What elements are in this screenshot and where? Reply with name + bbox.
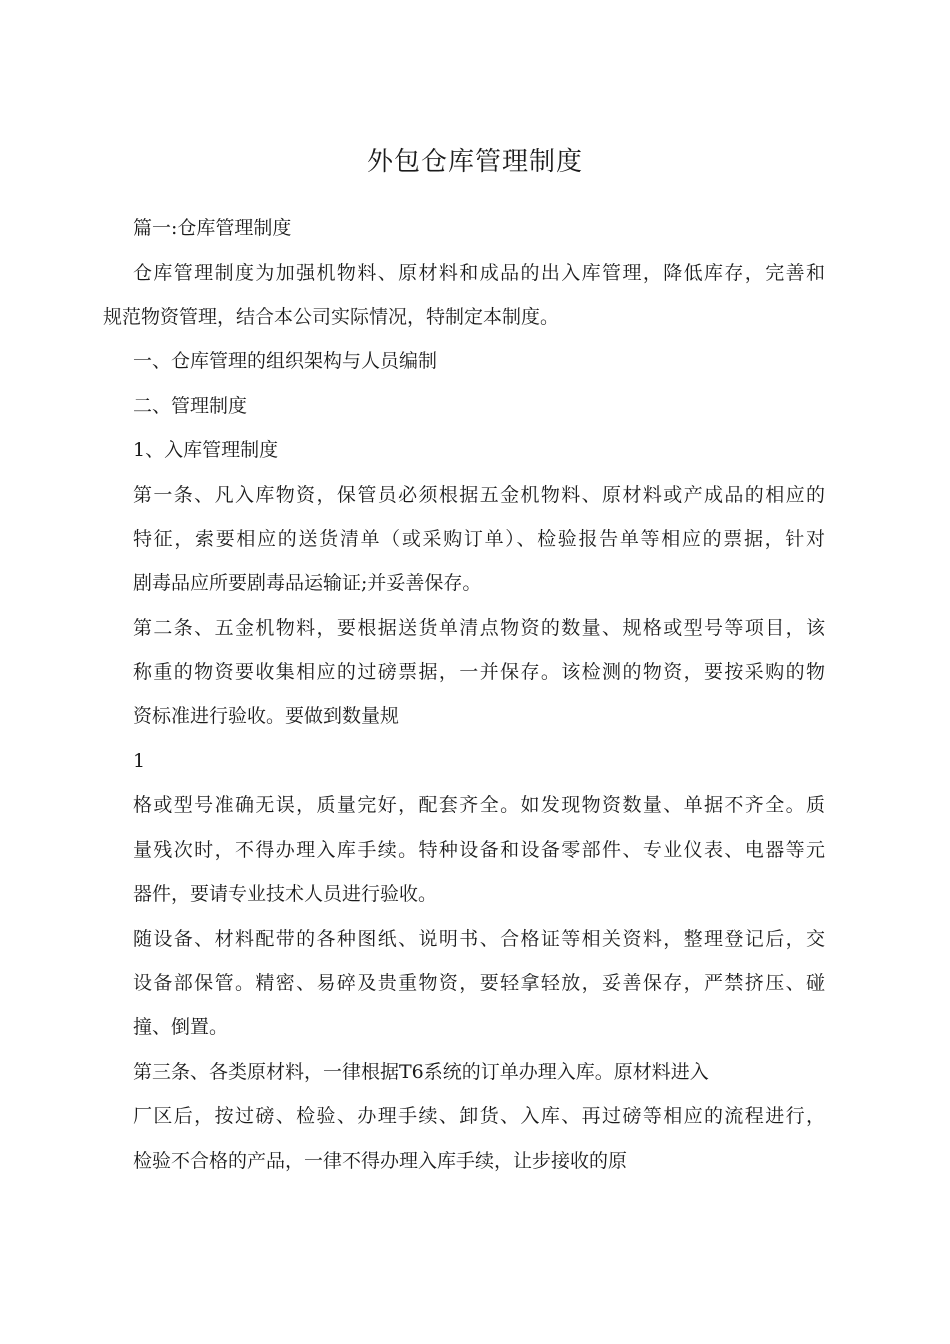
text-line: 厂区后，按过磅、检验、办理手续、卸货、入库、再过磅等相应的流程进行， <box>133 1105 825 1127</box>
text-line: 第一条、凡入库物资，保管员必须根据五金机物料、原材料或产成品的相应的 <box>133 484 825 506</box>
text-line: 量残次时，不得办理入库手续。特种设备和设备零部件、专业仪表、电器等元 <box>133 839 825 861</box>
text-line: 1、入库管理制度 <box>133 439 279 461</box>
text-line: 第三条、各类原材料，一律根据T6系统的订单办理入库。原材料进入 <box>133 1061 709 1083</box>
text-line: 二、管理制度 <box>133 395 248 417</box>
page-number: 1 <box>133 750 146 772</box>
text-line: 仓库管理制度为加强机物料、原材料和成品的出入库管理，降低库存，完善和 <box>133 262 825 284</box>
text-line: 格或型号准确无误，质量完好，配套齐全。如发现物资数量、单据不齐全。质 <box>133 794 825 816</box>
text-line: 设备部保管。精密、易碎及贵重物资，要轻拿轻放，妥善保存，严禁挤压、碰 <box>133 972 825 994</box>
text-line: 剧毒品应所要剧毒品运输证;并妥善保存。 <box>133 572 482 594</box>
text-line: 资标准进行验收。要做到数量规 <box>133 705 400 727</box>
document-title: 外包仓库管理制度 <box>366 147 583 177</box>
text-line: 一、仓库管理的组织架构与人员编制 <box>133 350 438 372</box>
text-line: 第二条、五金机物料，要根据送货单清点物资的数量、规格或型号等项目，该 <box>133 617 825 639</box>
text-line: 检验不合格的产品，一律不得办理入库手续，让步接收的原 <box>133 1150 628 1172</box>
text-line: 随设备、材料配带的各种图纸、说明书、合格证等相关资料，整理登记后，交 <box>133 928 825 950</box>
text-line: 规范物资管理，结合本公司实际情况，特制定本制度。 <box>103 306 560 328</box>
text-line: 特征，索要相应的送货清单（或采购订单）、检验报告单等相应的票据，针对 <box>133 528 825 550</box>
text-line: 篇一:仓库管理制度 <box>133 217 292 239</box>
text-line: 撞、倒置。 <box>133 1016 229 1038</box>
text-line: 器件，要请专业技术人员进行验收。 <box>133 883 438 905</box>
text-line: 称重的物资要收集相应的过磅票据，一并保存。该检测的物资，要按采购的物 <box>133 661 825 683</box>
